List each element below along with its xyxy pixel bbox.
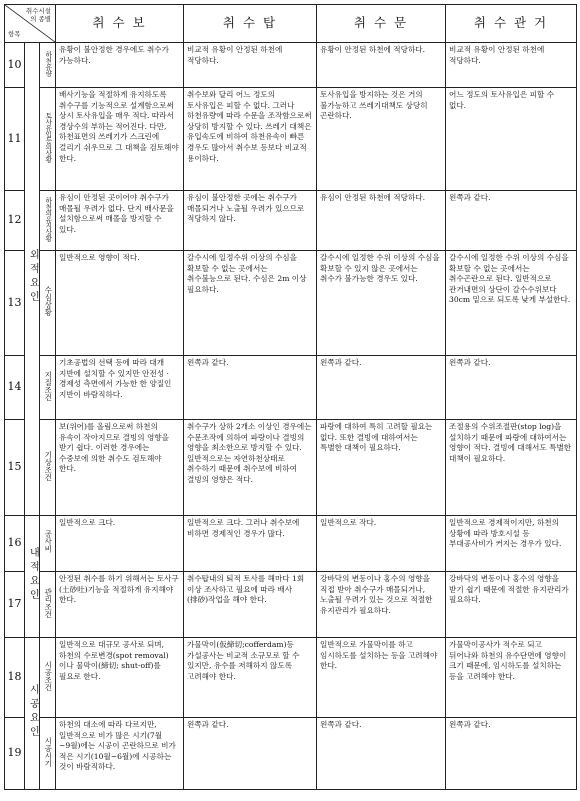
corner-item-label: 항목 [8,30,21,39]
cell-conduit: 비교적 유황이 안정된 하천에 적당하다. [446,43,577,88]
cell-conduit: 일반적으로 경제적이지만, 하천의 상황에 따라 방호시설 등 부대공사비가 커지는 경우가 있다. [446,516,577,572]
table-row [5,718,577,790]
table-row [5,516,577,572]
cell-tower: 왼쪽과 같다. [184,718,317,790]
row-number: 17 [5,572,25,638]
cell-tower: 비교적 유황이 안정된 하천에 적당하다. [184,43,317,88]
row-subcategory: 관리조건 [40,572,56,638]
cell-weir: 유심이 안정된 곳이어야 취수구가 매몰될 우려가 없다. 단지 배사문을 설치함으로써 매몰을 방지할 수 있다. [56,191,184,251]
row-subcategory: 공사비 [40,516,56,572]
cell-weir: 하천의 대소에 따라 다르지만, 일반적으로 비가 많은 시기(7월~9월)에는 시공이 곤란하므로 비가 적은 시기(10월~6월)에 시공하는 것이 바람직하다. [56,718,184,790]
cell-gate: 일반적으로 작다. [317,516,446,572]
row-subcategory: 기상조건 [40,420,56,516]
cell-gate: 왼쪽과 같다. [317,356,446,420]
cell-conduit: 왼쪽과 같다. [446,356,577,420]
group-construction: 시공요인 [25,638,40,790]
table-row [5,638,577,718]
cell-tower: 유심이 불안정한 곳에는 취수구가 매몰되거나 노출될 우려가 있으므로 적당하지 않다. [184,191,317,251]
group-external: 외적요인 [25,43,40,516]
cell-tower: 취수보와 달리 어느 정도의 토사유입은 피할 수 없다. 그러나 하천유량에 따라 수문을 조작함으로써 상당히 방지할 수 있다. 쓰레기 대책은 유입속도에 비하여 하천유속이 빠른 경우도 많아서 취수보 등보다 비교적 용이하다. [184,88,317,191]
cell-tower: 가물막이(仮締切;cofferdam)등 가설공사는 비교적 소규모로 할 수 있지만, 유수를 저해하지 않도록 고려해야 한다. [184,638,317,718]
row-number: 13 [5,251,25,356]
cell-weir: 일반적으로 대규모 공사로 되며, 하천의 수로변경(spot removal)이나 물막이(締切; shut-off)를 필요로 한다. [56,638,184,718]
cell-weir: 유황이 불안정한 경우에도 취수가 가능하다. [56,43,184,88]
group-internal: 내적요인 [25,516,40,638]
row-subcategory: 수심상황 [40,251,56,356]
row-number: 11 [5,88,25,191]
row-number: 12 [5,191,25,251]
cell-gate: 왼쪽과 같다. [317,718,446,790]
corner-header [5,5,56,43]
row-subcategory: 지질조건 [40,356,56,420]
cell-tower: 취수구가 상하 2개소 이상인 경우에는 수문조작에 의하여 파랑이나 결빙의 영향을 최소한으로 방지할 수 있다. 일반적으로는 자연하천상태로 취수하기 때문에 취수보에 비하여 결빙의 영향은 적다. [184,420,317,516]
row-number: 15 [5,420,25,516]
cell-weir: 안정된 취수를 하기 위해서는 토사구(土砂吐)기능을 적절하게 유지해야 한다. [56,572,184,638]
row-subcategory: 시공시기 [40,718,56,790]
cell-weir: 보(위어)를 올림으로써 하천의 유속이 작아지므로 결빙의 영향을 받기 쉽다. 이러한 경우에는 수중보에 의한 취수도 검토해야 한다. [56,420,184,516]
table-row [5,572,577,638]
cell-conduit: 왼쪽과 같다. [446,191,577,251]
cell-gate: 강바닥의 변동이나 홍수의 영향을 직접 받아 취수구가 매몰되거나, 노출될 우려가 있는 것으로 적절한 유지관리가 필요하다. [317,572,446,638]
col-header-conduit: 취 수 관 거 [446,5,577,43]
row-subcategory: 토사유입등의상황 [40,88,56,191]
row-number: 19 [5,718,25,790]
header-row [5,5,577,43]
cell-weir: 기초공법의 선택 등에 따라 대개 지반에 설치할 수 있지만 안전성 · 경제성 측면에서 가능한 한 양질인 지반이 바람직하다. [56,356,184,420]
cell-tower: 취수탑내의 퇴적 토사를 해마다 1회 이상 조사하고 필요에 따라 배사(排砂)작업을 해야 한다. [184,572,317,638]
cell-conduit: 조절용의 수위조절판(stop log)을 설치하기 때문에 파랑에 대하여서는 영향이 적다. 결빙에 대해서도 특별한 대책이 필요하다. [446,420,577,516]
row-subcategory: 하천의유지상황 [40,191,56,251]
col-header-tower: 취 수 탑 [184,5,317,43]
cell-tower: 일반적으로 크다. 그러나 취수보에 비하면 경제적인 경우가 많다. [184,516,317,572]
corner-facility-type: 취수시설 의 종별 [25,7,52,23]
row-number: 16 [5,516,25,572]
cell-tower: 갈수시에 일정수위 이상의 수심을 확보할 수 없는 곳에서는 취수불능으로 된다. 수심은 2m 이상 필요하다. [184,251,317,356]
cell-weir: 일반적으로 영향이 적다. [56,251,184,356]
col-header-gate: 취 수 문 [317,5,446,43]
cell-weir: 일반적으로 크다. [56,516,184,572]
cell-gate: 유심이 안정된 하천에 적당하다. [317,191,446,251]
table-row [5,43,577,88]
table-row [5,356,577,420]
cell-gate: 유황이 안정된 하천에 적당하다. [317,43,446,88]
table-row [5,251,577,356]
cell-conduit: 가물막이공사가 적수로 되고 뒤어나와 하천의 유수단면에 영향이 크기 때문에, 임시하도를 설치하는 등을 고려해야 한다. [446,638,577,718]
row-number: 10 [5,43,25,88]
row-number: 14 [5,356,25,420]
cell-tower: 왼쪽과 같다. [184,356,317,420]
cell-conduit: 갈수시에 일정한 수위 이상의 수심을 확보할 수 없는 곳에서는 취수곤란으로 된다. 일반적으로 관거내면의 상단이 갈수수위보다 30cm 밑으로 되도록 낮게 부설한다. [446,251,577,356]
row-subcategory: 시공조건 [40,638,56,718]
table-row [5,191,577,251]
row-number: 18 [5,638,25,718]
cell-conduit: 어느 정도의 토사유입은 피할 수 없다. [446,88,577,191]
cell-conduit: 왼쪽과 같다. [446,718,577,790]
cell-gate: 파랑에 대하여 특히 고려할 필요는 없다. 또한 결빙에 대하여서는 특별한 대책이 필요하다. [317,420,446,516]
cell-gate: 갈수시에 일정한 수위 이상의 수심을 확보할 수 있지 않은 곳에서는 취수가 불가능한 경우도 있다. [317,251,446,356]
table-row [5,420,577,516]
cell-conduit: 강바닥의 변동이나 홍수의 영향을 받기 쉽기 때문에 적절한 유지관리가 필요하다. [446,572,577,638]
intake-comparison-table [4,4,577,790]
table-row [5,88,577,191]
row-subcategory: 하천유량 [40,43,56,88]
cell-gate: 일반적으로 가물막이를 하고 임시하도를 설치하는 등을 고려해야 한다. [317,638,446,718]
cell-gate: 토사유입을 방지하는 것은 거의 불가능하고 쓰레기대책도 상당히 곤란하다. [317,88,446,191]
col-header-weir: 취 수 보 [56,5,184,43]
cell-weir: 배사기능을 적절하게 유지하도록 취수구를 기능적으로 설계함으로써 상시 토사유입을 매우 적다. 따라서 경상수의 부하는 적어진다. 다만, 하천표면의 쓰레기가 스크린에 걸리기 쉬우므로 그 대책을 검토해야 한다. [56,88,184,191]
